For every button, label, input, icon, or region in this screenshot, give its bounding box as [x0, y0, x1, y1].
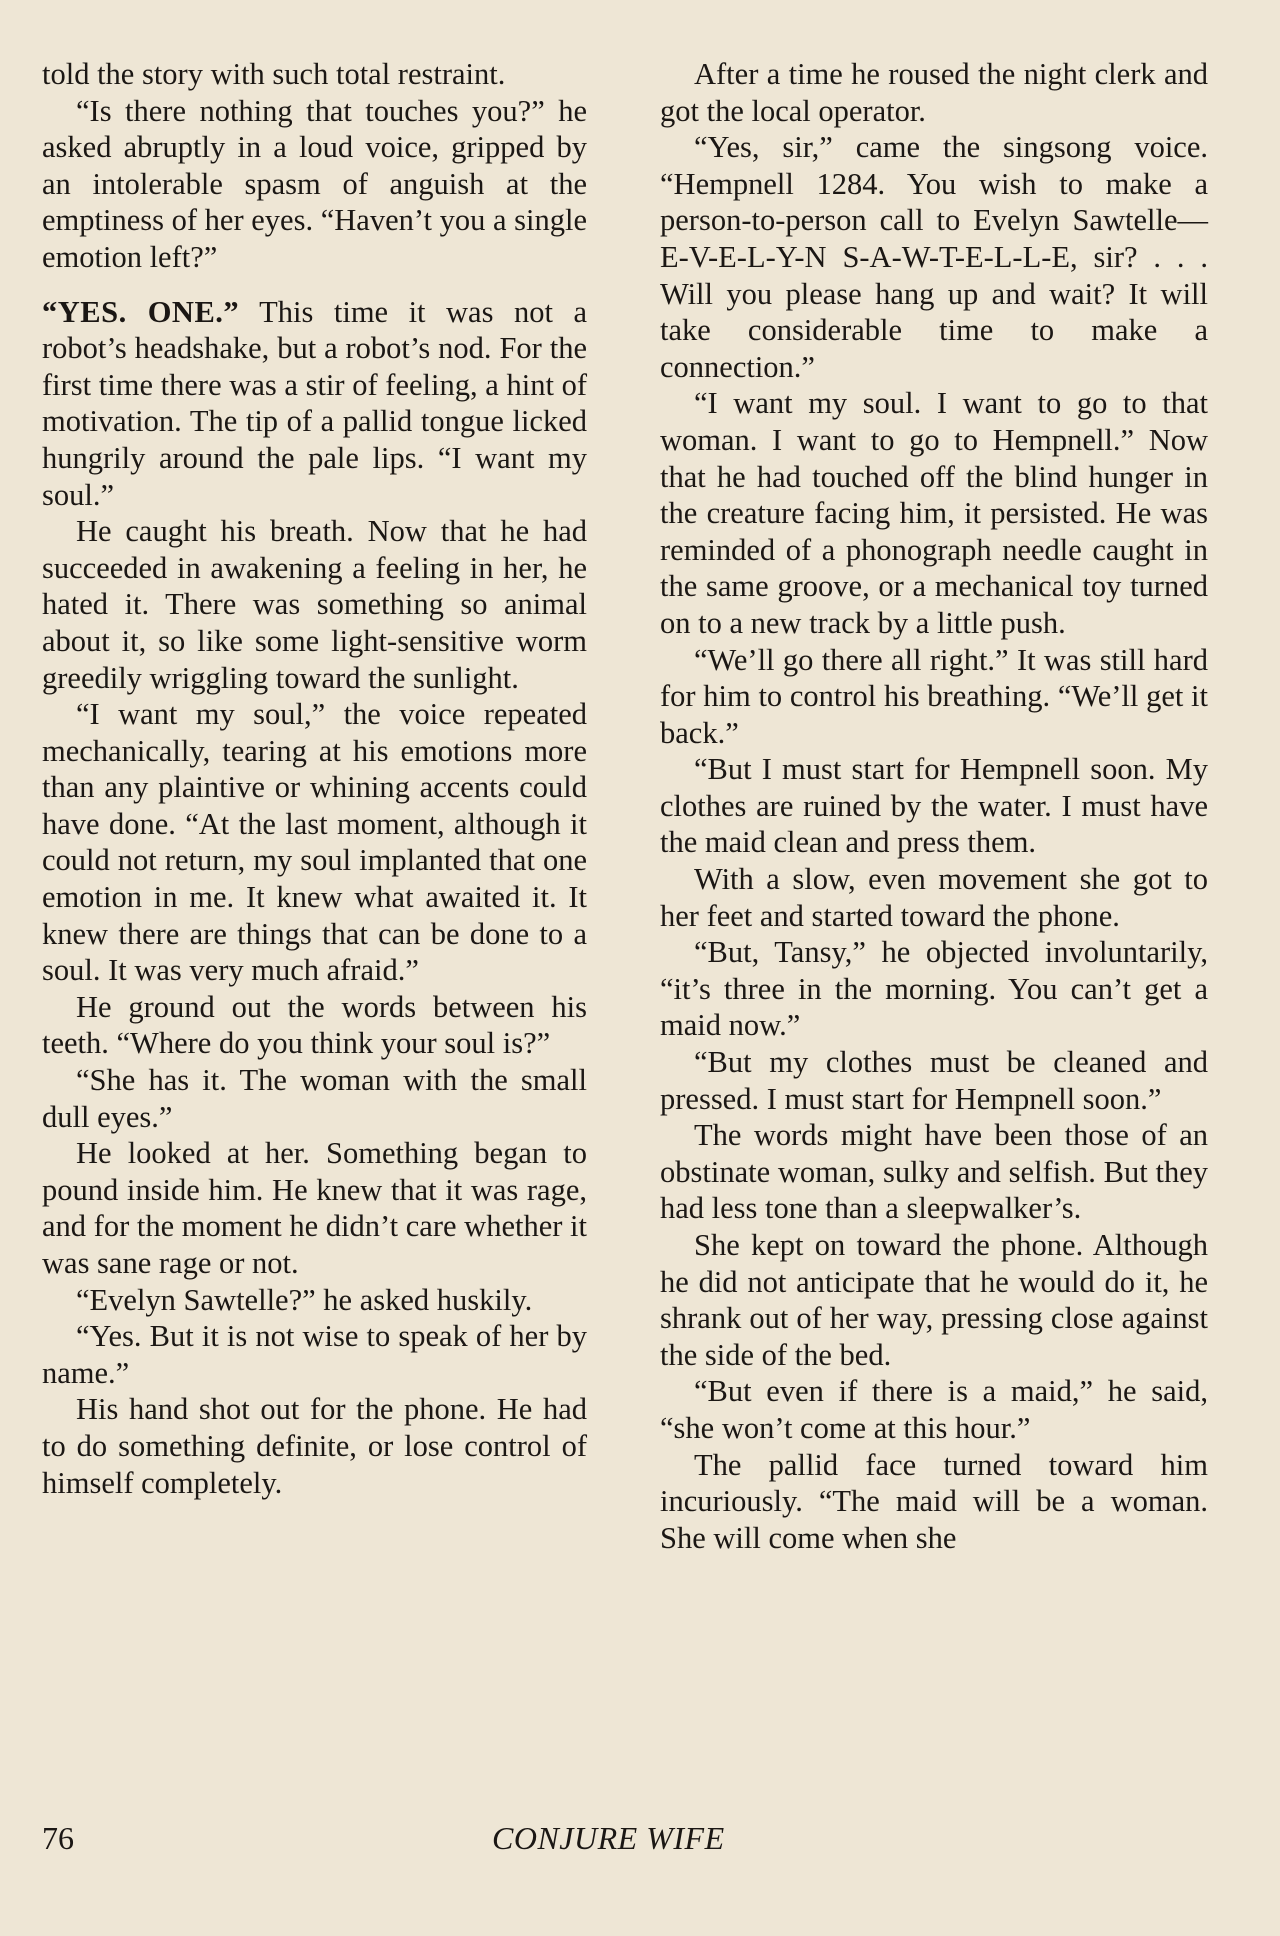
paragraph-text: This time it was not a robot’s headshake, but a robot’s nod. For the first time there was a stir of feeling, a hint of motivation. The tip of a pallid tongue licked hungrily around the pale lips. “I want my soul.” — [42, 294, 587, 512]
paragraph: With a slow, even movement she got to her feet and started toward the phone. — [660, 862, 1208, 933]
paragraph: He looked at her. Something began to pound inside him. He knew that it was rage, and for the moment he didn’t care whether it was sane rage or not. — [42, 1136, 587, 1280]
page-footer — [42, 1820, 1208, 1860]
paragraph: “She has it. The woman with the small dull eyes.” — [42, 1063, 587, 1134]
paragraph: She kept on toward the phone. Although he did not anticipate that he would do it, he shrank out of her way, pressing close against the side of the bed. — [660, 1228, 1208, 1372]
paragraph: The pallid face turned toward him incuriously. “The maid will be a woman. She will come when she — [660, 1447, 1208, 1555]
paragraph: His hand shot out for the phone. He had to do something definite, or lose control of himself completely. — [42, 1392, 587, 1500]
paragraph: “Yes, sir,” came the singsong voice. “Hempnell 1284. You wish to make a person-to-person call to Evelyn Sawtelle—E-V-E-L-Y-N S-A-W-T-E-L-L-E, sir? . . . Will you please hang up and wait? It will take considerable time to make a connection.” — [660, 130, 1208, 384]
paragraph: “I want my soul,” the voice repeated mechanically, tearing at his emotions more than any plaintive or whining accents could have done. “At the last moment, although it could not return, my soul implanted that one emotion in me. It knew what awaited it. It knew there are things that can be done to a soul. It was very much afraid.” — [42, 697, 587, 988]
page-number: 76 — [42, 1820, 74, 1856]
paragraph: The words might have been those of an obstinate woman, sulky and selfish. But they had less tone than a sleepwalker’s. — [660, 1118, 1208, 1226]
paragraph: He ground out the words between his teeth. “Where do you think your soul is?” — [42, 989, 587, 1061]
section-opening-paragraph — [42, 294, 587, 514]
running-title: CONJURE WIFE — [492, 1820, 725, 1856]
paragraph: “Evelyn Sawtelle?” he asked huskily. — [76, 1282, 533, 1317]
paragraph: “But, Tansy,” he objected involuntarily, “it’s three in the morning. You can’t get a maid now.” — [660, 935, 1208, 1043]
paragraph: He caught his breath. Now that he had succeeded in awakening a feeling in her, he hated it. There was something so animal about it, so like some light-sensitive worm greedily wriggling toward the sunlight. — [42, 514, 587, 695]
left-text-column — [42, 56, 587, 1501]
right-text-column — [660, 56, 1208, 1556]
paragraph: “I want my soul. I want to go to that woman. I want to go to Hempnell.” Now that he had touched off the blind hunger in the creature facing him, it persisted. He was reminded of a phonograph needle caught in the same groove, or a mechanical toy turned on to a new track by a little push. — [660, 386, 1208, 640]
paragraph: “Yes. But it is not wise to speak of her by name.” — [42, 1319, 587, 1390]
paragraph: After a time he roused the night clerk and got the local operator. — [660, 57, 1208, 128]
paragraph: told the story with such total restraint. — [42, 57, 506, 91]
paragraph: “But my clothes must be cleaned and pressed. I must start for Hempnell soon.” — [660, 1045, 1208, 1116]
paragraph: “We’ll go there all right.” It was still hard for him to control his breathing. “We’ll get it back.” — [660, 642, 1208, 750]
lead-in-text: “YES. ONE.” — [42, 294, 240, 329]
paragraph: “Is there nothing that touches you?” he asked abruptly in a loud voice, gripped by an intolerable spasm of anguish at the emptiness of her eyes. “Haven’t you a single emotion left?” — [42, 93, 587, 274]
paragraph: “But I must start for Hempnell soon. My clothes are ruined by the water. I must have the maid clean and press them. — [660, 752, 1208, 860]
paragraph: “But even if there is a maid,” he said, “she won’t come at this hour.” — [660, 1374, 1208, 1445]
